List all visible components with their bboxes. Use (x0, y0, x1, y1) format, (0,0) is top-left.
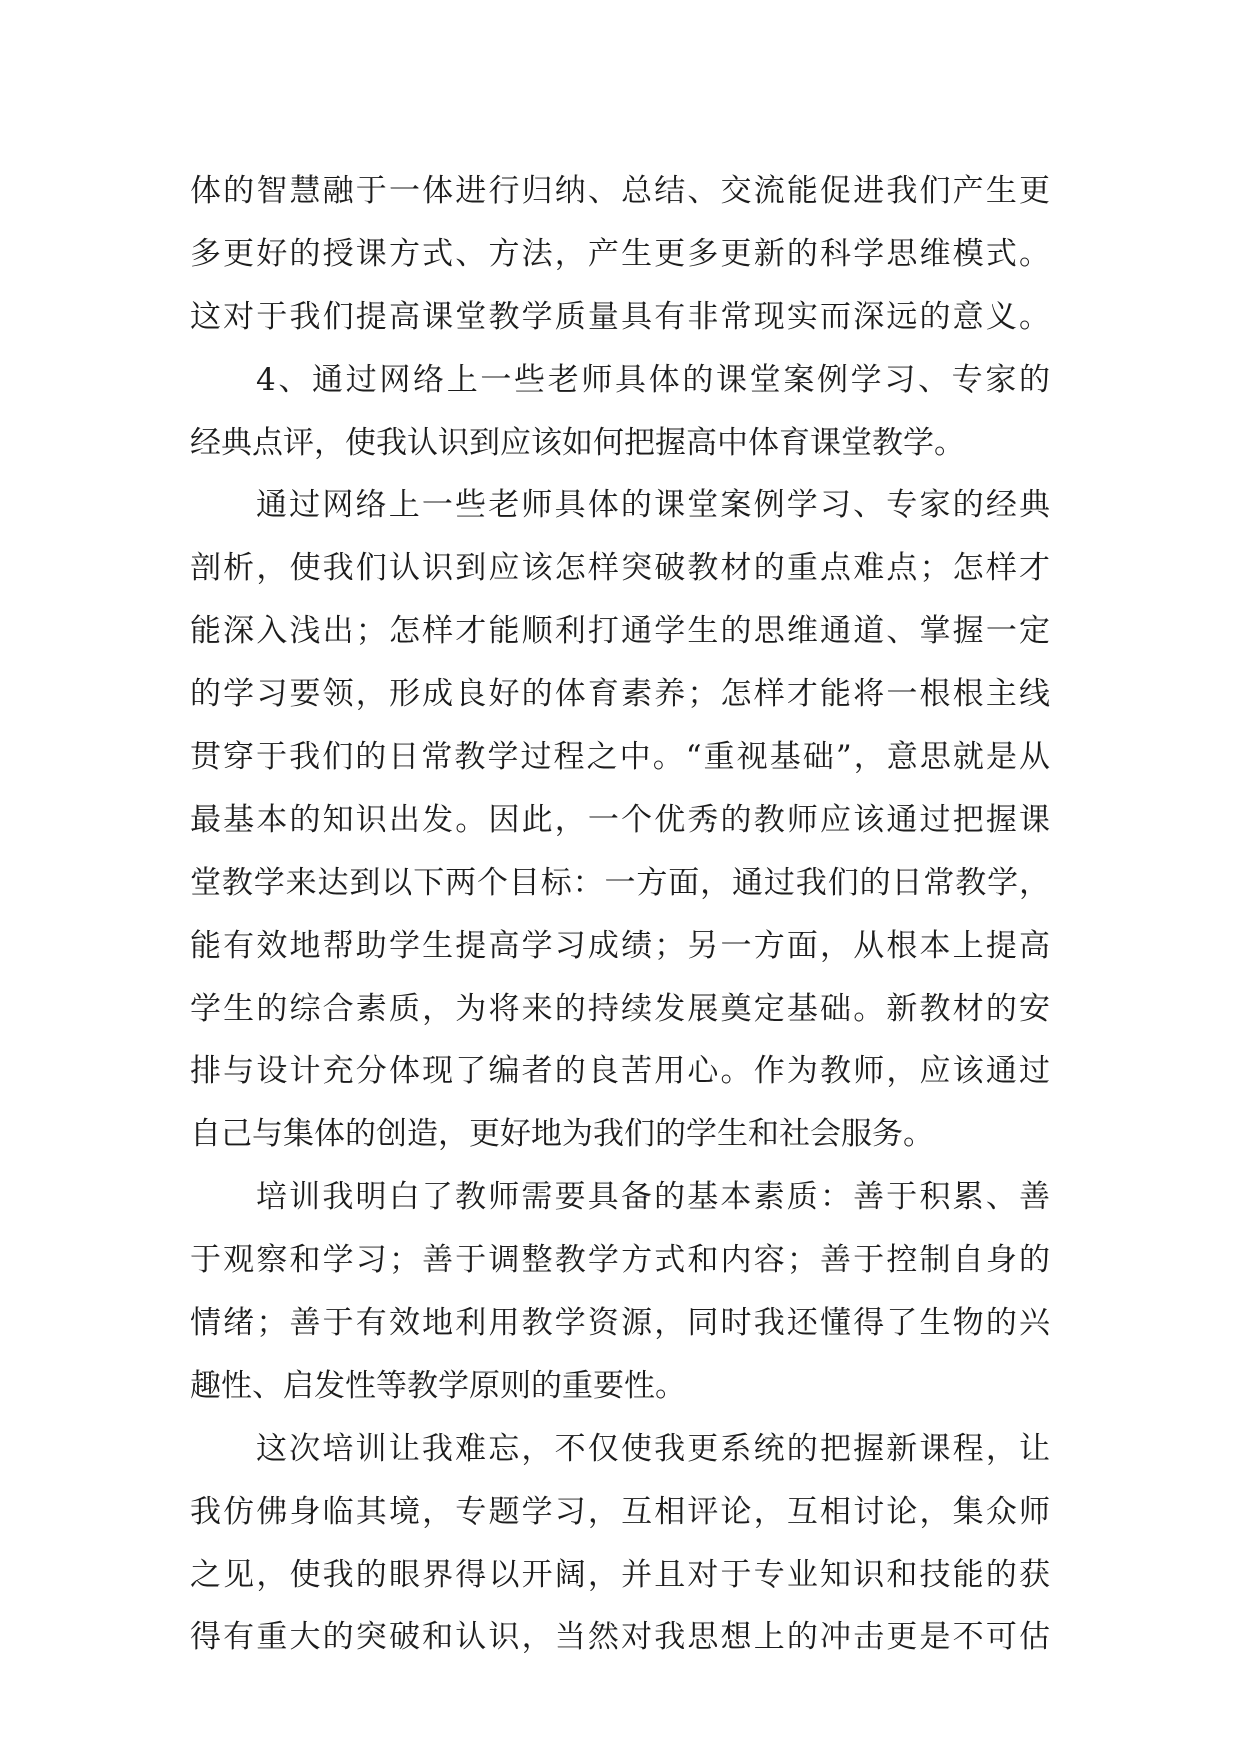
text-line: 多更好的授课方式、方法，产生更多更新的科学思维模式。 (190, 235, 1050, 272)
text-line: 能深入浅出；怎样才能顺利打通学生的思维通道、掌握一定 (190, 613, 1050, 650)
text-line: 我仿佛身临其境，专题学习，互相评论，互相讨论，集众师 (190, 1493, 1050, 1530)
text-line: 4、通过网络上一些老师具体的课堂案例学习、专家的 (256, 361, 1050, 398)
text-line: 得有重大的突破和认识，当然对我思想上的冲击更是不可估 (190, 1619, 1050, 1656)
text-line: 这对于我们提高课堂教学质量具有非常现实而深远的意义。 (190, 298, 1050, 335)
text-line: 于观察和学习；善于调整教学方式和内容；善于控制自身的 (190, 1242, 1050, 1279)
text-line: 通过网络上一些老师具体的课堂案例学习、专家的经典 (256, 487, 1050, 524)
text-line: 这次培训让我难忘，不仅使我更系统的把握新课程，让 (256, 1430, 1050, 1467)
body-text (190, 160, 1050, 1669)
text-line: 最基本的知识出发。因此，一个优秀的教师应该通过把握课 (190, 801, 1050, 838)
text-line: 学生的综合素质，为将来的持续发展奠定基础。新教材的安 (190, 990, 1050, 1027)
text-line: 之见，使我的眼界得以开阔，并且对于专业知识和技能的获 (190, 1556, 1050, 1593)
text-line: 能有效地帮助学生提高学习成绩；另一方面，从根本上提高 (190, 927, 1050, 964)
text-line: 贯穿于我们的日常教学过程之中。“重视基础”，意思就是从 (190, 739, 1050, 776)
text-line: 剖析，使我们认识到应该怎样突破教材的重点难点；怎样才 (190, 550, 1050, 587)
text-line: 自己与集体的创造，更好地为我们的学生和社会服务。 (190, 1116, 934, 1153)
text-line: 堂教学来达到以下两个目标：一方面，通过我们的日常教学， (190, 864, 1050, 901)
text-line: 情绪；善于有效地利用教学资源，同时我还懂得了生物的兴 (190, 1305, 1050, 1342)
text-line: 体的智慧融于一体进行归纳、总结、交流能促进我们产生更 (190, 173, 1050, 209)
text-line: 的学习要领，形成良好的体育素养；怎样才能将一根根主线 (190, 676, 1050, 713)
text-line: 趣性、启发性等教学原则的重要性。 (190, 1367, 686, 1404)
text-line: 排与设计充分体现了编者的良苦用心。作为教师，应该通过 (190, 1053, 1050, 1090)
text-line: 培训我明白了教师需要具备的基本素质：善于积累、善 (256, 1179, 1050, 1216)
text-line: 经典点评，使我认识到应该如何把握高中体育课堂教学。 (190, 424, 965, 461)
